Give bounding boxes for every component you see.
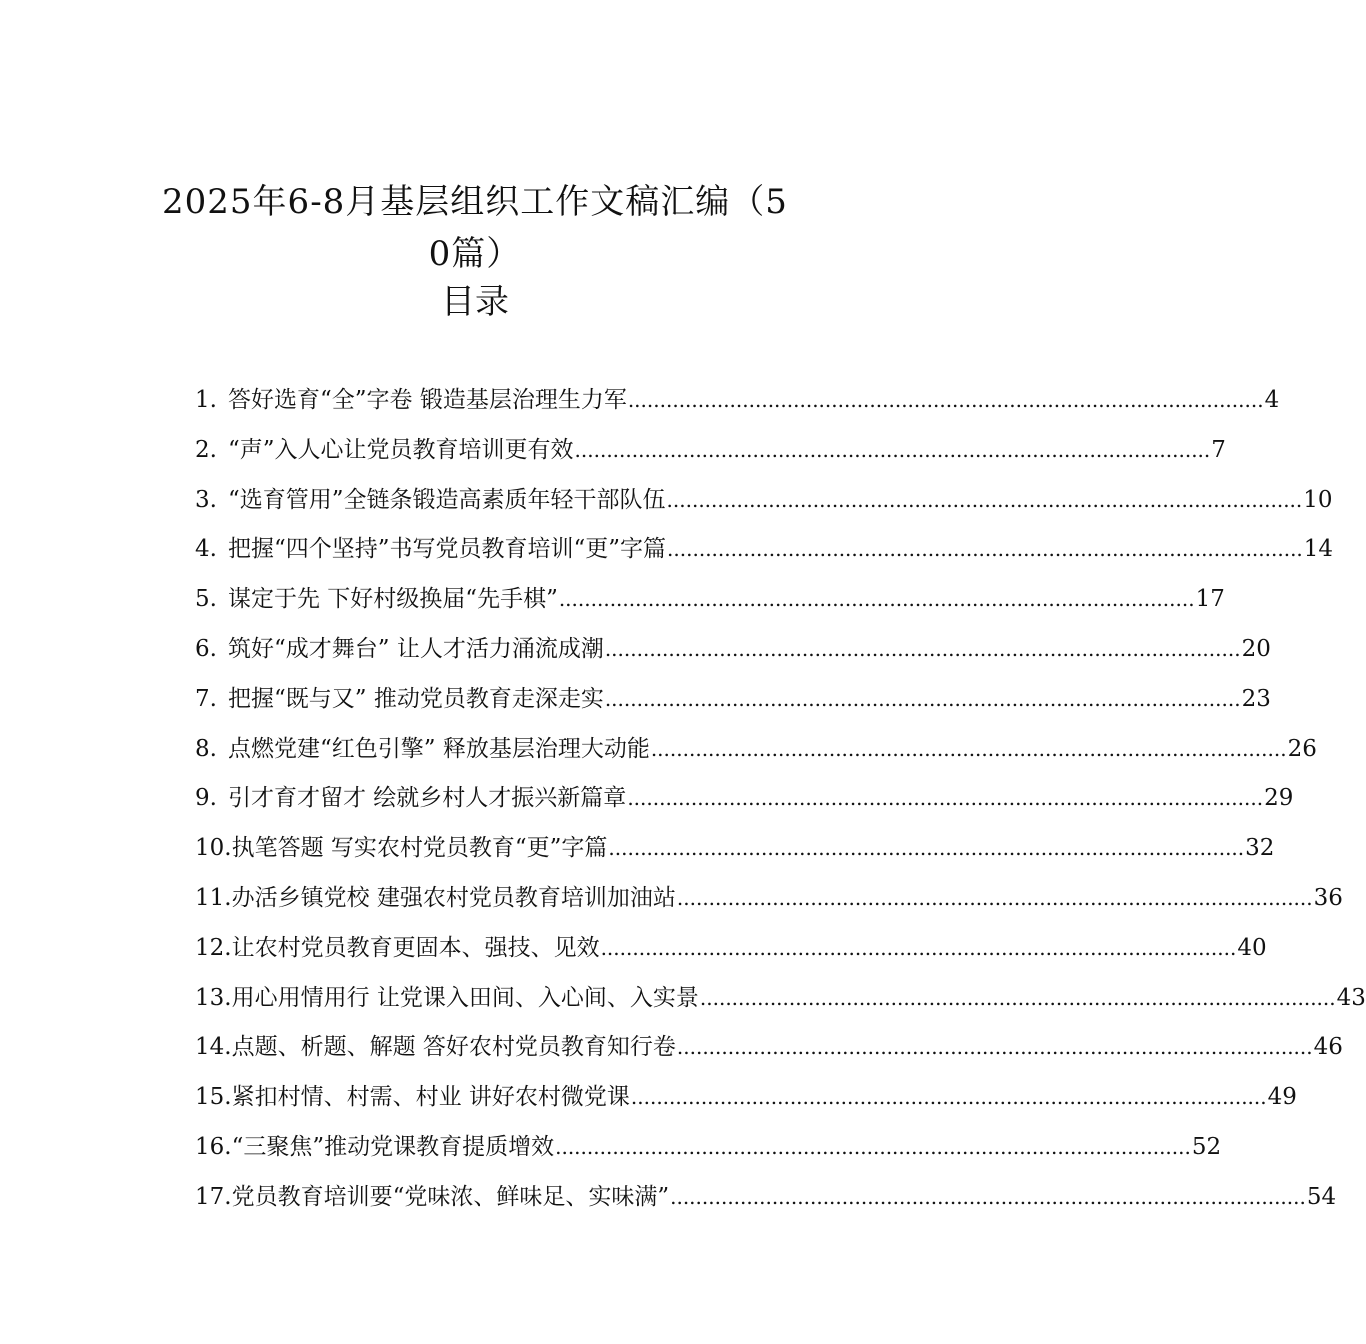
toc-entry-number: 13.	[195, 984, 232, 1011]
toc-dot-leader	[627, 778, 1263, 818]
toc-entry[interactable]	[195, 729, 1317, 779]
toc-dot-leader	[559, 579, 1195, 619]
toc-entry-title: 党员教育培训要“党味浓、鲜味足、实味满”	[231, 1183, 670, 1210]
toc-entry-title: 把握“四个坚持”书写党员教育培训“更”字篇	[228, 536, 667, 563]
toc-entry-page-number: 52	[1191, 1133, 1222, 1160]
toc-entry[interactable]	[195, 579, 1225, 629]
toc-dot-leader	[601, 928, 1237, 968]
toc-dot-leader	[677, 1027, 1313, 1067]
toc-entry-title: “声”入人心让党员教育培训更有效	[228, 436, 574, 463]
toc-entry-title: 点题、析题、解题 答好农村党员教育知行卷	[231, 1034, 676, 1061]
toc-entry[interactable]	[195, 1077, 1297, 1127]
toc-entry[interactable]	[195, 1177, 1337, 1227]
toc-entry[interactable]	[195, 380, 1280, 430]
toc-dot-leader	[628, 380, 1264, 420]
toc-entry-page-number: 49	[1267, 1084, 1297, 1111]
toc-entry-page-number: 40	[1237, 934, 1267, 961]
toc-entry-page-number: 32	[1245, 835, 1275, 862]
document-title	[140, 176, 810, 280]
toc-entry[interactable]	[195, 430, 1226, 480]
toc-entry-page-number: 20	[1241, 635, 1271, 662]
toc-entry-title: 紧扣村情、村需、村业 讲好农村微党课	[231, 1084, 630, 1111]
toc-entry[interactable]	[195, 928, 1267, 978]
toc-entry[interactable]	[195, 1127, 1222, 1177]
toc-entry[interactable]	[195, 629, 1271, 679]
toc-entry[interactable]	[195, 778, 1294, 828]
toc-entry-number: 7.	[195, 685, 217, 712]
toc-entry-page-number: 46	[1313, 1034, 1343, 1061]
toc-entry-title: 谋定于先 下好村级换届“先手棋”	[228, 586, 558, 613]
toc-entry-title: 用心用情用行 让党课入田间、入心间、入实景	[231, 984, 699, 1011]
toc-dot-leader	[700, 978, 1336, 1018]
toc-entry-number: 9.	[195, 785, 217, 812]
toc-entry-number: 16.	[195, 1133, 232, 1160]
toc-entry-number: 1.	[195, 387, 217, 413]
toc-entry-title: 筑好“成才舞台” 让人才活力涌流成潮	[228, 635, 604, 662]
document-title-line-1: 2025年6-8月基层组织工作文稿汇编（5	[162, 182, 788, 222]
toc-entry[interactable]	[195, 828, 1275, 878]
toc-entry-title: 答好选育“全”字卷 锻造基层治理生力军	[228, 387, 627, 413]
toc-entry-number: 3.	[195, 486, 217, 513]
toc-entry-title: 办活乡镇党校 建强农村党员教育培训加油站	[231, 884, 676, 911]
document-title-line-2: 0篇）	[428, 234, 522, 274]
toc-entry-title: “三聚焦”推动党课教育提质增效	[231, 1133, 555, 1160]
toc-entry-title: 引才育才留才 绘就乡村人才振兴新篇章	[228, 785, 627, 812]
toc-entry-page-number: 10	[1303, 486, 1333, 513]
toc-entry-page-number: 23	[1241, 685, 1271, 712]
toc-entry[interactable]	[195, 1027, 1343, 1077]
toc-entry-page-number: 17	[1195, 586, 1225, 613]
toc-entry-number: 15.	[195, 1084, 232, 1111]
toc-entry-page-number: 4	[1264, 387, 1280, 413]
toc-entry-page-number: 26	[1287, 735, 1317, 762]
toc-entry-number: 2.	[195, 436, 217, 463]
toc-dot-leader	[608, 828, 1244, 868]
toc-entry-page-number: 7	[1211, 436, 1226, 463]
toc-entry-title: “选育管用”全链条锻造高素质年轻干部队伍	[228, 486, 666, 513]
toc-dot-leader	[575, 430, 1211, 470]
toc-dot-leader	[651, 729, 1287, 769]
toc-entry-title: 执笔答题 写实农村党员教育“更”字篇	[231, 835, 608, 862]
toc-entry-number: 4.	[195, 536, 217, 563]
toc-entry-number: 10.	[195, 835, 232, 862]
toc-entry-number: 6.	[195, 635, 217, 662]
toc-entry-number: 5.	[195, 586, 217, 613]
toc-entry-page-number: 14	[1303, 536, 1334, 563]
toc-entry-page-number: 36	[1313, 884, 1343, 911]
toc-entry-number: 14.	[195, 1034, 232, 1061]
toc-dot-leader	[631, 1077, 1267, 1117]
toc-entry[interactable]	[195, 529, 1334, 579]
toc-dot-leader	[667, 480, 1303, 520]
toc-dot-leader	[605, 679, 1241, 719]
toc-entry-title: 让农村党员教育更固本、强技、见效	[231, 934, 600, 961]
toc-entry-title: 把握“既与又” 推动党员教育走深走实	[228, 685, 604, 712]
toc-dot-leader	[677, 878, 1313, 918]
toc-entry-number: 12.	[195, 934, 232, 961]
toc-entry[interactable]	[195, 480, 1333, 530]
table-of-contents	[195, 380, 1366, 1227]
toc-entry-page-number: 43	[1336, 984, 1366, 1011]
toc-entry-number: 8.	[195, 735, 217, 762]
toc-dot-leader	[670, 1177, 1306, 1217]
toc-entry-page-number: 29	[1264, 785, 1294, 812]
toc-dot-leader	[555, 1127, 1191, 1167]
toc-entry[interactable]	[195, 679, 1271, 729]
toc-entry-number: 11.	[195, 884, 232, 911]
toc-entry[interactable]	[195, 978, 1366, 1028]
toc-entry-number: 17.	[195, 1183, 232, 1210]
toc-entry-title: 点燃党建“红色引擎” 释放基层治理大动能	[228, 735, 650, 762]
toc-entry-page-number: 54	[1306, 1183, 1337, 1210]
toc-dot-leader	[667, 529, 1303, 569]
toc-dot-leader	[605, 629, 1241, 669]
toc-entry[interactable]	[195, 878, 1343, 928]
toc-heading: 目录	[441, 282, 509, 322]
